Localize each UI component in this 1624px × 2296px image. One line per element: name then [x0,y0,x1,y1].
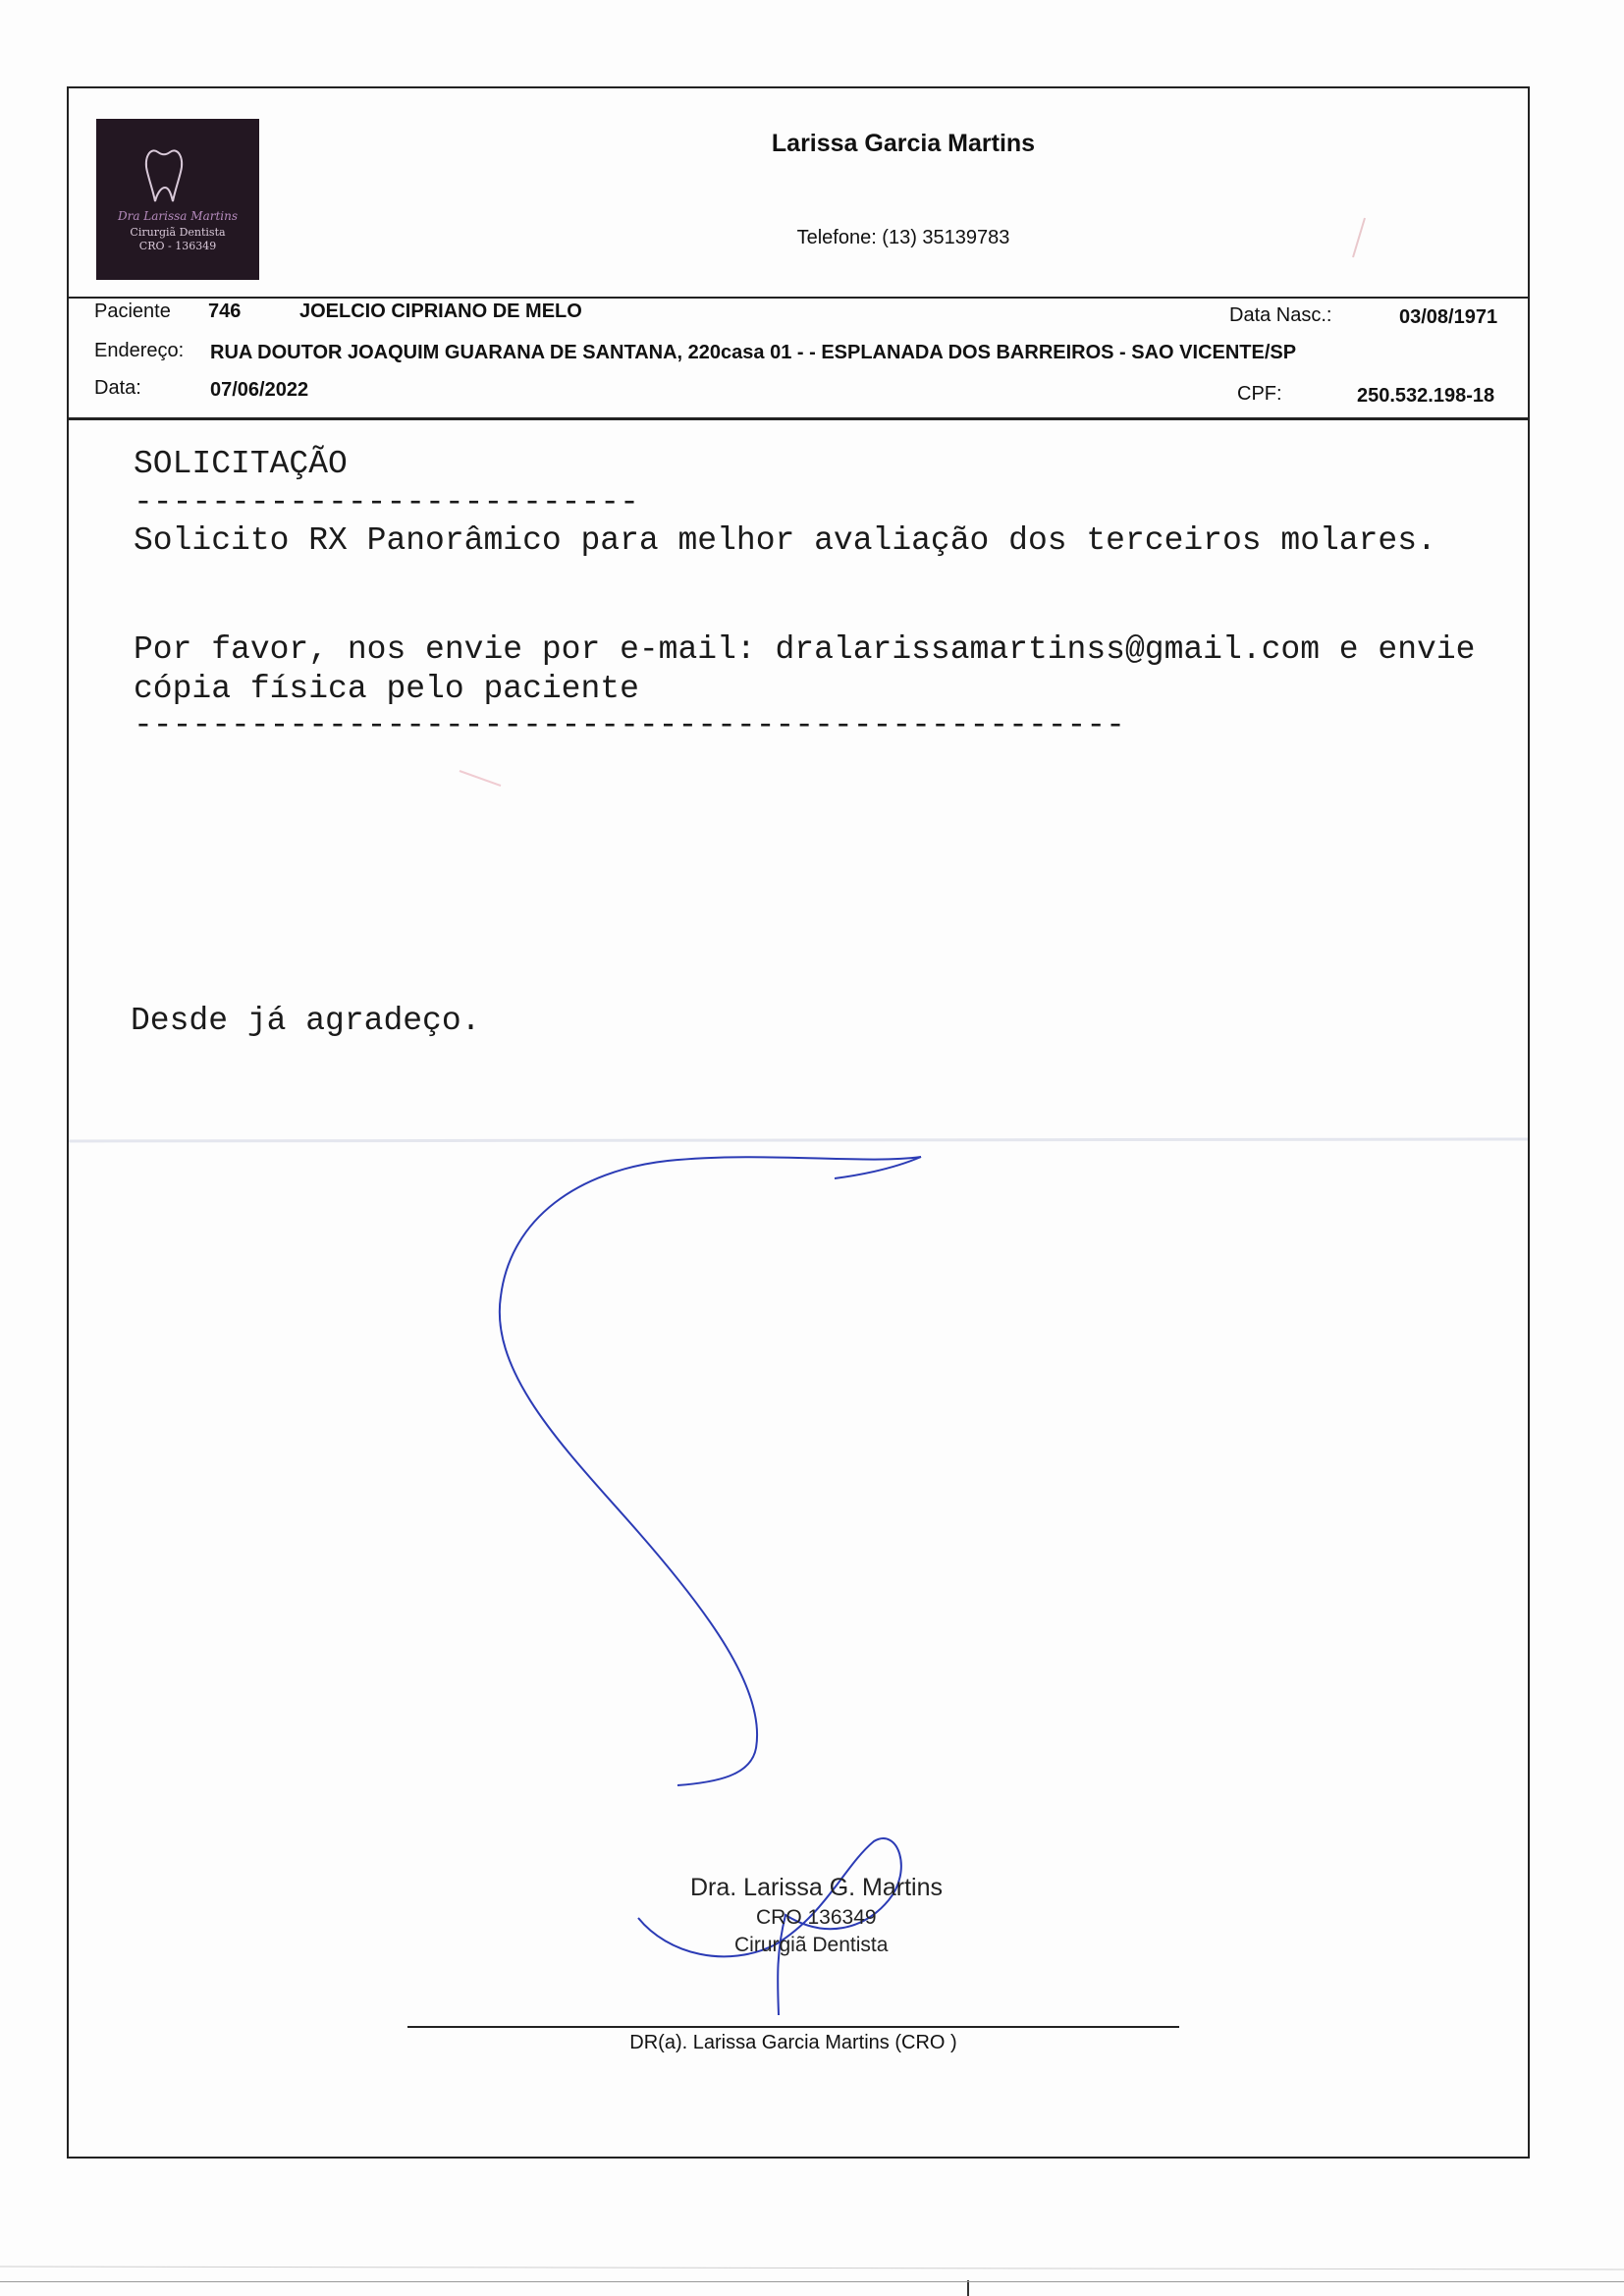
stamp-cro: CRO 136349 [756,1906,877,1929]
request-title: SOLICITAÇÃO [134,446,348,482]
data-nasc-label: Data Nasc.: [1229,304,1332,326]
stamp-name: Dra. Larissa G. Martins [690,1874,944,1901]
data-nasc-value: 03/08/1971 [1399,306,1498,328]
endereco-value: RUA DOUTOR JOAQUIM GUARANA DE SANTANA, 220casa 01 - - ESPLANADA DOS BARREIROS - SAO VICENTE/SP [210,342,1297,363]
endereco-label: Endereço: [94,340,185,361]
title-rule: -------------------------- [134,484,639,520]
signature-caption: DR(a). Larissa Garcia Martins (CRO ) [629,2032,957,2053]
request-line: Solicito RX Panorâmico para melhor avaliação dos terceiros molares. [134,522,1436,559]
closing-line: Desde já agradeço. [131,1003,481,1039]
page-bottom-rule [0,2281,1624,2282]
logo-role: Cirurgiã Dentista [130,226,226,239]
logo-cro: CRO - 136349 [138,240,217,252]
paciente-label: Paciente [94,301,171,322]
paciente-id: 746 [208,301,242,322]
data-value: 07/06/2022 [210,379,309,401]
paciente-name: JOELCIO CIPRIANO DE MELO [299,301,582,322]
stamp-role: Cirurgiã Dentista [734,1934,889,1956]
copy-line: cópia física pelo paciente [134,671,639,707]
doctor-phone: Telefone: (13) 35139783 [796,227,1010,248]
cpf-label: CPF: [1237,383,1282,405]
doctor-name: Larissa Garcia Martins [771,130,1036,157]
logo-name: Dra Larissa Martins [117,209,239,223]
body-rule: --------------------------------------------------- [134,707,1125,743]
cpf-value: 250.532.198-18 [1357,385,1495,407]
data-label: Data: [94,377,141,399]
email-line: Por favor, nos envie por e-mail: dralarissamartinss@gmail.com e envie [134,631,1476,668]
